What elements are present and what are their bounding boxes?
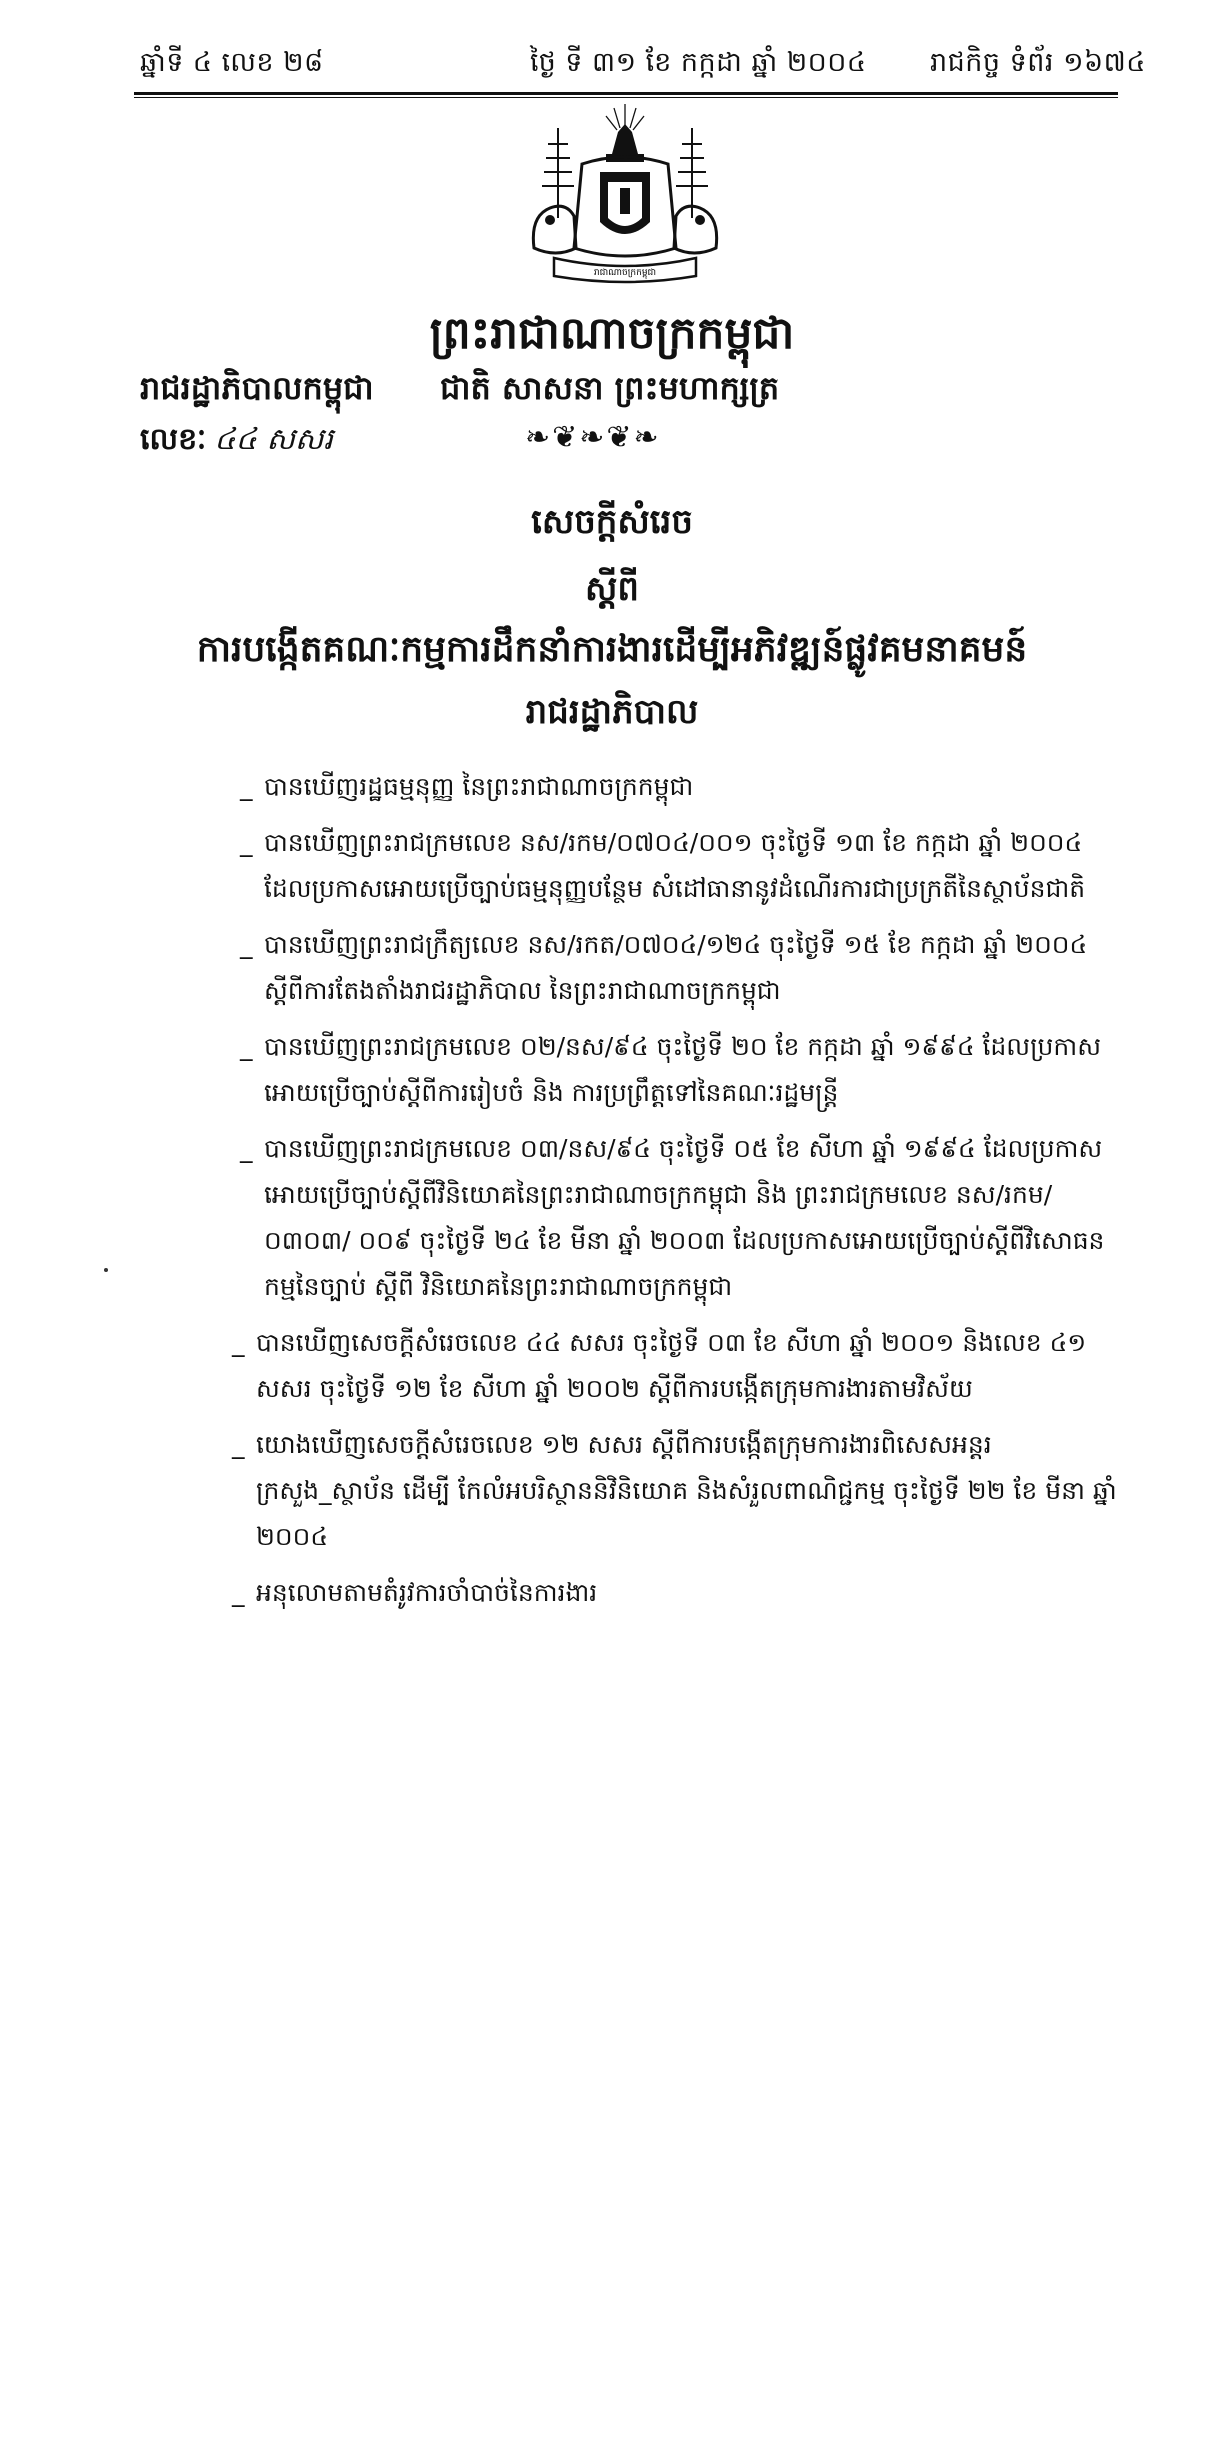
- royal-coat-of-arms-icon: [520, 98, 730, 288]
- government-name: រាជរដ្ឋាភិបាលកម្ពុជា: [140, 369, 374, 407]
- item-dash: _: [240, 828, 253, 857]
- emblem-scroll-text: រាជាណាចក្រកម្ពុជា: [593, 268, 657, 278]
- scan-speck: [104, 1268, 108, 1272]
- preamble-item: [232, 1320, 1120, 1412]
- document-number-value: ៤៤ សសរ: [214, 422, 333, 457]
- gazette-page-number: រាជកិច្ច ទំព័រ ១៦៧៤: [930, 47, 1146, 78]
- item-dash: _: [232, 1328, 245, 1357]
- preamble-list: [232, 764, 1120, 1626]
- item-dash: _: [232, 1430, 245, 1459]
- item-text: បានឃើញព្រះរាជក្រឹត្យលេខ នស/រកត/០៧០៤/១២៤ ចុះថ្ងៃទី ១៥ ខែ កក្កដា ឆ្នាំ ២០០៤ ស្តីពីការតែងតាំងរាជរដ្ឋាភិបាល នៃព្រះរាជាណាចក្រកម្ពុជា: [264, 930, 1088, 1005]
- preamble-item: [240, 922, 1120, 1014]
- item-dash: _: [232, 1578, 245, 1607]
- on-heading: ស្តីពី: [585, 569, 639, 609]
- document-number-label: លេខៈ: [140, 422, 207, 457]
- national-motto: ជាតិ សាសនា ព្រះមហាក្សត្រ: [440, 369, 780, 407]
- header-rule: [134, 92, 1118, 95]
- item-text: បានឃើញព្រះរាជក្រមលេខ ០២/នស/៩៤ ចុះថ្ងៃទី ២០ ខែ កក្កដា ឆ្នាំ ១៩៩៤ ដែលប្រកាស អោយប្រើច្បាប់ស្តីពីការរៀបចំ និង ការប្រព្រឹត្តទៅនៃគណៈរដ្ឋមន្ត្រី: [264, 1032, 1102, 1107]
- item-text: បានឃើញព្រះរាជក្រមលេខ ០៣/នស/៩៤ ចុះថ្ងៃទី ០៥ ខែ សីហា ឆ្នាំ ១៩៩៤ ដែលប្រកាស អោយប្រើច្បាប់ស្តីពីវិនិយោគនៃព្រះរាជាណាចក្រកម្ពុជា និង ព្រះរាជក្រមលេខ នស/រកម/០៣០៣/ ០០៩ ចុះថ្ងៃទី ២៤ ខែ មីនា ឆ្នាំ ២០០៣ ដែលប្រកាសអោយប្រើច្បាប់ស្តីពីវិសោធនកម្មនៃច្បាប់ ស្តីពី វិនិយោគនៃព្រះរាជាណាចក្រកម្ពុជា: [264, 1134, 1105, 1301]
- ornament-divider: ❧❦❧❦❧: [525, 420, 661, 455]
- gazette-issue: ឆ្នាំទី ៤ លេខ ២៨: [140, 47, 324, 78]
- kingdom-title: ព្រះរាជាណាចក្រកម្ពុជា: [429, 308, 795, 359]
- preamble-item: [232, 1570, 1120, 1616]
- item-text: បានឃើញសេចក្តីសំរេចលេខ ៤៤ សសរ ចុះថ្ងៃទី ០៣ ខែ សីហា ឆ្នាំ ២០០១ និងលេខ ៤១ សសរ ចុះថ្ងៃទី ១២ ខែ សីហា ឆ្នាំ ២០០២ ស្តីពីការបង្កើតក្រុមការងារតាមវិស័យ: [256, 1328, 1087, 1403]
- item-dash: _: [240, 1032, 253, 1061]
- preamble-item: [232, 1422, 1120, 1560]
- preamble-item: [240, 1024, 1120, 1116]
- gazette-date: ថ្ងៃ ទី ៣១ ខែ កក្កដា ឆ្នាំ ២០០៤: [530, 47, 867, 78]
- preamble-item: [240, 1126, 1120, 1310]
- preamble-item: [240, 764, 1120, 810]
- item-text: យោងឃើញសេចក្តីសំរេចលេខ ១២ សសរ ស្តីពីការបង្កើតក្រុមការងារពិសេសអន្តរក្រសួង_ស្ថាប័ន ដើម្បី កែលំអបរិស្ថាននិវិនិយោគ និងសំរួលពាណិជ្ជកម្ម ចុះថ្ងៃទី ២២ ខែ មីនា ឆ្នាំ ២០០៤: [256, 1430, 1117, 1551]
- preamble-item: [240, 820, 1120, 912]
- item-dash: _: [240, 772, 253, 801]
- decision-subject: ការបង្កើតគណៈកម្មការដឹកនាំការងារដើម្បីអភិវឌ្ឍន៍ផ្លូវគមនាគមន៍: [196, 629, 1028, 670]
- item-text: បានឃើញរដ្ឋធម្មនុញ្ញ នៃព្រះរាជាណាចក្រកម្ពុជា: [264, 772, 694, 801]
- item-dash: _: [240, 1134, 253, 1163]
- item-text: អនុលោមតាមតំរូវការចាំបាច់នៃការងារ: [256, 1578, 598, 1607]
- item-dash: _: [240, 930, 253, 959]
- item-text: បានឃើញព្រះរាជក្រមលេខ នស/រកម/០៧០៤/០០១ ចុះថ្ងៃទី ១៣ ខែ កក្កដា ឆ្នាំ ២០០៤ ដែលប្រកាសអោយប្រើច្បាប់ធម្មនុញ្ញបន្ថែម សំដៅធានានូវដំណើរការជាប្រក្រតីនៃស្ថាប័នជាតិ: [264, 828, 1086, 903]
- issuer-heading: រាជរដ្ឋាភិបាល: [525, 692, 699, 732]
- decision-heading: សេចក្តីសំរេច: [531, 502, 693, 542]
- document-number: [140, 420, 333, 464]
